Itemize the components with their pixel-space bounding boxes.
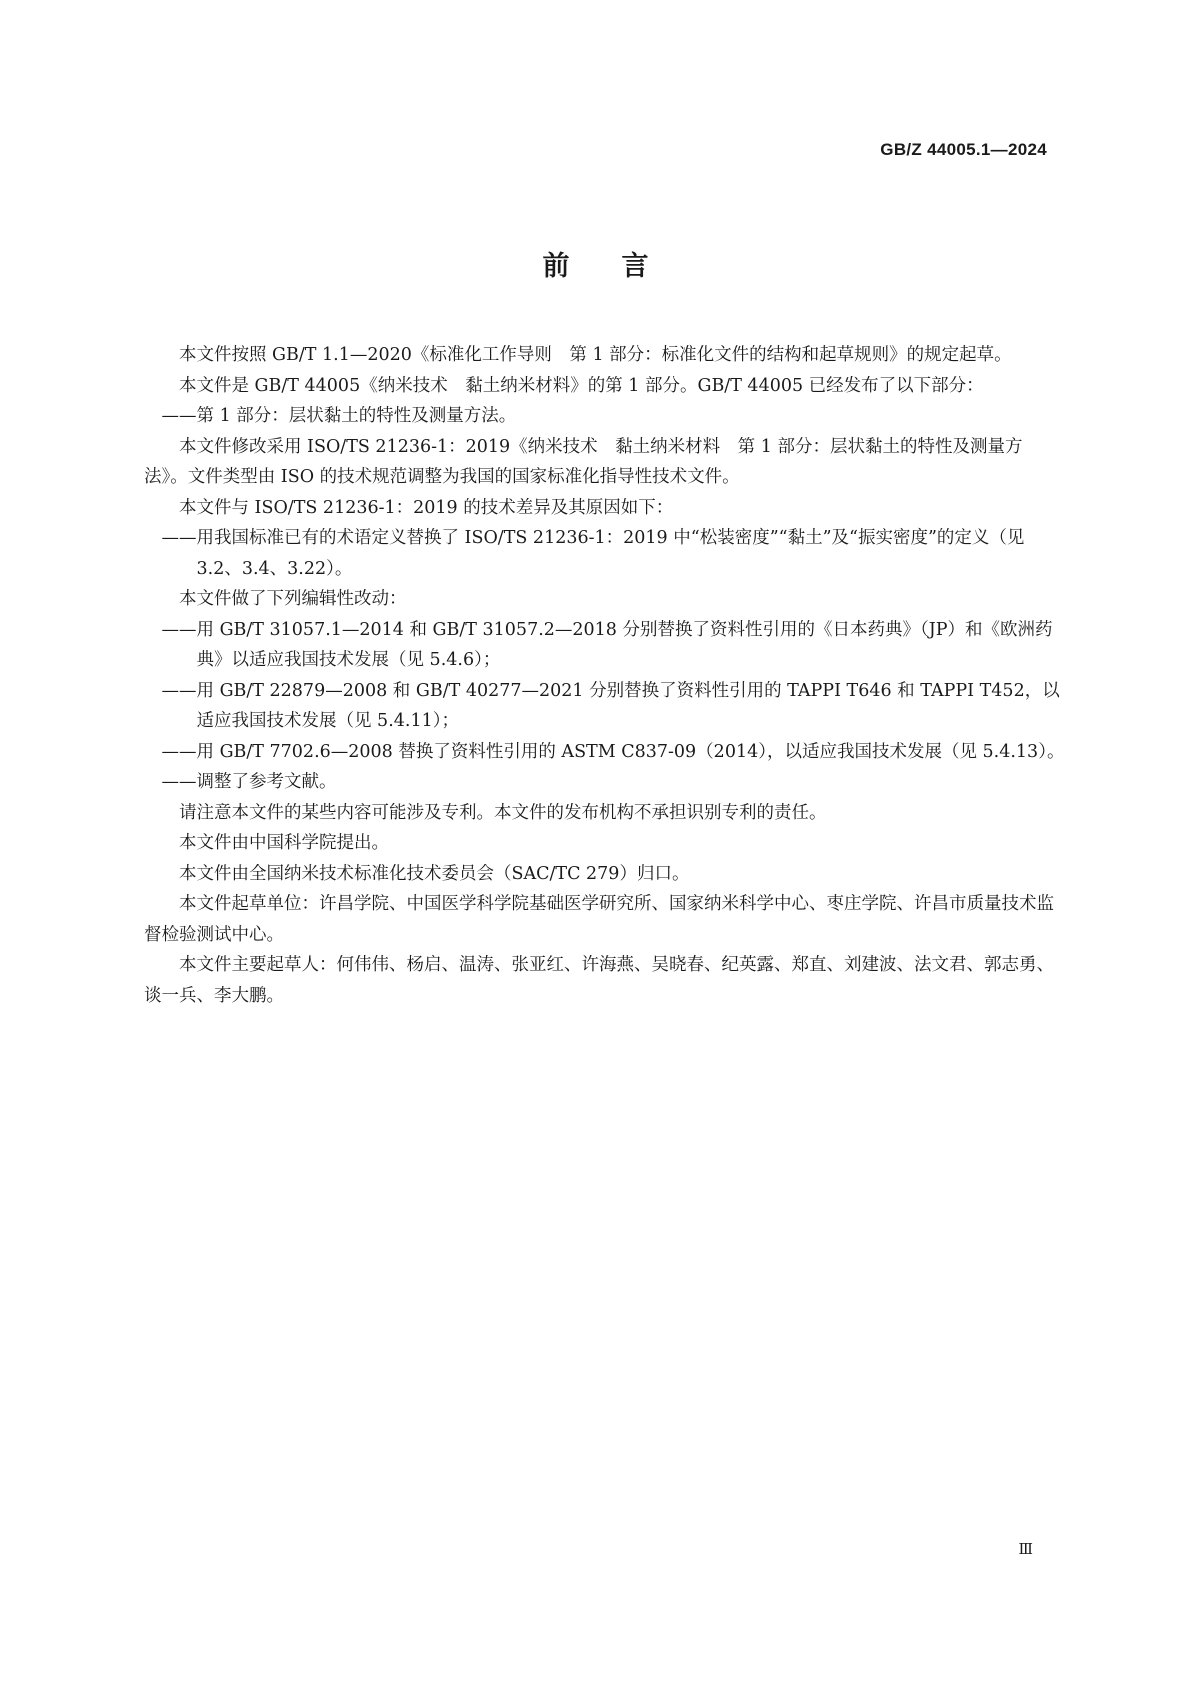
paragraph: 本文件按照 GB/T 1.1—2020《标准化工作导则 第 1 部分：标准化文件的结构和起草规则》的规定起草。 [179, 345, 1012, 365]
page-number: Ⅲ [1018, 1540, 1033, 1558]
paragraph: 本文件是 GB/T 44005《纳米技术 黏土纳米材料》的第 1 部分。GB/T 44005 已经发布了以下部分： [179, 375, 984, 396]
paragraph: 本文件由全国纳米技术标准化技术委员会（SAC/TC 279）归口。 [179, 863, 690, 884]
list-item: ——用 GB/T 22879—2008 和 GB/T 40277—2021 分别替换了资料性引用的 TAPPI T646 和 TAPPI T452，以适应我国技术发展（见 5.4.11）； [161, 680, 1060, 731]
list-item: ——用我国标准已有的术语定义替换了 ISO/TS 21236-1：2019 中“松装密度”“黏土”及“振实密度”的定义（见 3.2、3.4、3.22）。 [161, 528, 1025, 579]
paragraph: 本文件做了下列编辑性改动： [179, 589, 407, 609]
page-title: 前言 [542, 251, 701, 282]
list-item: ——调整了参考文献。 [161, 772, 337, 792]
paragraph: 请注意本文件的某些内容可能涉及专利。本文件的发布机构不承担识别专利的责任。 [179, 802, 827, 823]
paragraph: 本文件修改采用 ISO/TS 21236-1：2019《纳米技术 黏土纳米材料 第 1 部分：层状黏土的特性及测量方法》。文件类型由 ISO 的技术规范调整为我国的国家标准化指导性技术文件。 [144, 436, 1023, 487]
paragraph: 本文件与 ISO/TS 21236-1：2019 的技术差异及其原因如下： [179, 497, 674, 518]
document-body [144, 340, 1066, 1011]
list-item: ——用 GB/T 31057.1—2014 和 GB/T 31057.2—2018 分别替换了资料性引用的《日本药典》（JP）和《欧洲药典》以适应我国技术发展（见 5.4.6）； [161, 619, 1053, 670]
standard-code: GB/Z 44005.1—2024 [880, 140, 1047, 159]
paragraph: 本文件主要起草人：何伟伟、杨启、温涛、张亚红、许海燕、吴晓春、纪英露、郑直、刘建波、法文君、郭志勇、谈一兵、李大鹏。 [144, 955, 1054, 1006]
list-item: ——用 GB/T 7702.6—2008 替换了资料性引用的 ASTM C837-09（2014），以适应我国技术发展（见 5.4.13）。 [161, 741, 1065, 762]
paragraph: 本文件由中国科学院提出。 [179, 833, 389, 853]
list-item: ——第 1 部分：层状黏土的特性及测量方法。 [161, 406, 517, 426]
paragraph: 本文件起草单位：许昌学院、中国医学科学院基础医学研究所、国家纳米科学中心、枣庄学院、许昌市质量技术监督检验测试中心。 [144, 894, 1054, 945]
